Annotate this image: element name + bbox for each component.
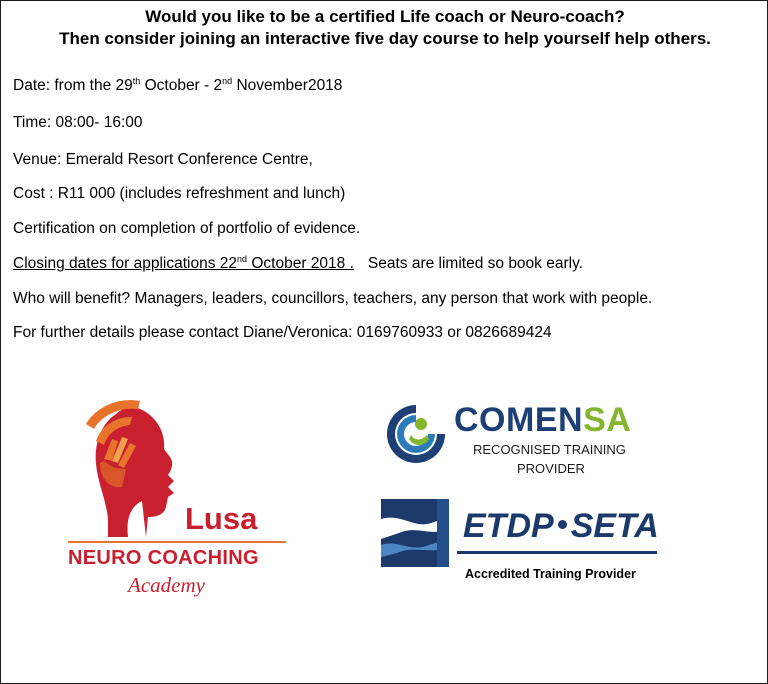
lusa-subtitle: NEURO COACHING xyxy=(68,547,259,569)
date-line xyxy=(13,77,342,95)
closing-date-text xyxy=(13,255,354,272)
contact-line: For further details please contact Diane/Veronica: 0169760933 or 0826689424 xyxy=(13,324,552,341)
date-ordinal-2: nd xyxy=(222,75,233,86)
date-text-mid: October - 2 xyxy=(140,77,223,94)
lusa-logo xyxy=(56,389,296,604)
headline-line-2: Then consider joining an interactive five day course to help yourself help others. xyxy=(59,29,711,48)
etdp-name-part1: ETDP xyxy=(463,507,554,545)
date-ordinal-1: th xyxy=(132,75,141,86)
lusa-head-icon xyxy=(56,389,296,604)
benefit-line: Who will benefit? Managers, leaders, councillors, teachers, any person that work with people. xyxy=(13,290,653,307)
venue-line: Venue: Emerald Resort Conference Centre, xyxy=(13,151,313,168)
lusa-divider xyxy=(68,541,286,543)
comensa-recognised: RECOGNISED TRAINING xyxy=(473,442,626,457)
closing-date-ordinal: nd xyxy=(237,253,248,264)
etdp-flag-icon xyxy=(381,499,451,569)
etdp-seta-logo xyxy=(381,499,671,589)
comensa-swirl-icon xyxy=(381,399,451,469)
etdp-name xyxy=(463,507,659,546)
date-text-end: November2018 xyxy=(232,77,343,94)
comensa-name-part1: COMEN xyxy=(454,401,584,439)
lusa-name: Lusa xyxy=(185,501,258,536)
comensa-provider: PROVIDER xyxy=(517,461,585,476)
etdp-dot-icon xyxy=(558,520,567,529)
certification-line: Certification on completion of portfolio of evidence. xyxy=(13,220,361,237)
date-text: Date: from the 29 xyxy=(13,77,133,94)
comensa-name xyxy=(454,401,631,440)
closing-date-line xyxy=(13,255,583,273)
lusa-academy: Academy xyxy=(128,573,205,597)
etdp-accredited: Accredited Training Provider xyxy=(465,567,636,581)
closing-date-prefix: Closing dates for applications 22 xyxy=(13,255,238,272)
comensa-name-part2: SA xyxy=(583,401,632,439)
cost-line: Cost : R11 000 (includes refreshment and lunch) xyxy=(13,185,346,202)
seats-note: Seats are limited so book early. xyxy=(367,255,583,272)
etdp-name-part2: SETA xyxy=(570,507,659,545)
headline xyxy=(1,6,768,50)
etdp-underline xyxy=(457,551,657,554)
headline-line-1: Would you like to be a certified Life coach or Neuro-coach? xyxy=(145,7,625,26)
time-line: Time: 08:00- 16:00 xyxy=(13,114,143,131)
comensa-logo xyxy=(381,399,651,479)
closing-date-suffix: October 2018 . xyxy=(247,255,354,272)
